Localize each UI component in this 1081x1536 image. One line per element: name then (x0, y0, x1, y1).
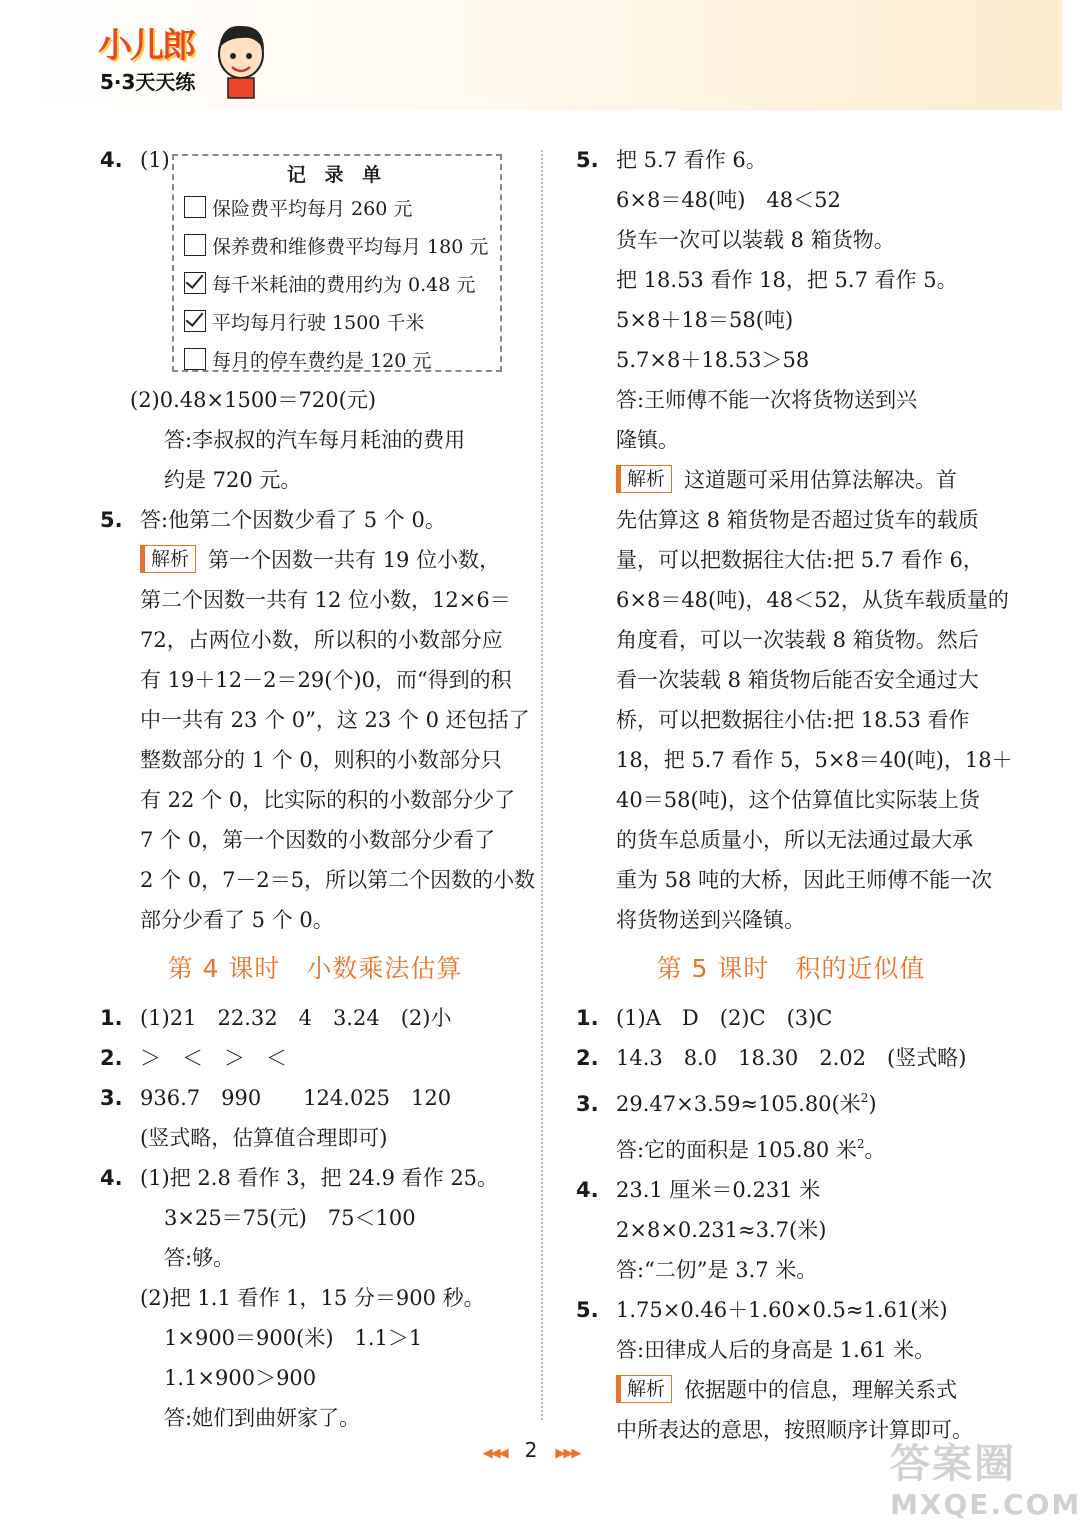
answer-line: 1×900＝900(米) 1.1＞1 (164, 1326, 423, 1350)
answer-line: (2)把 1.1 看作 1，15 分＝900 秒。 (140, 1286, 485, 1310)
q5-line (576, 140, 1006, 180)
record-item-text: 每千米耗油的费用约为 0.48 元 (212, 274, 476, 296)
s4-q2 (100, 1038, 530, 1078)
record-item-text: 保险费平均每月 260 元 (212, 198, 413, 220)
record-item-text: 每月的停车费约是 120 元 (212, 350, 432, 372)
question-number: 2. (100, 1046, 123, 1070)
s5-q1 (576, 998, 1006, 1038)
q5-answer-text: 答:他第二个因数少看了 5 个 0。 (140, 508, 446, 532)
answer-text: 把 5.7 看作 6。 (616, 148, 767, 172)
analysis-text: 依据题中的信息，理解关系式 (684, 1378, 958, 1402)
answer-line: 1.1×900＞900 (164, 1366, 317, 1390)
answer-line: 隆镇。 (616, 428, 679, 452)
right-column (576, 140, 1013, 1450)
column-divider (541, 150, 543, 1420)
analysis-line: 有 22 个 0，比实际的积的小数部分少了 (140, 788, 516, 812)
answer-line (576, 1124, 1006, 1170)
checkbox-checked-icon (184, 310, 206, 332)
question-number: 4. (576, 1178, 599, 1202)
record-sheet (172, 154, 502, 372)
answer-text: 14.3 8.0 18.30 2.02 (竖式略) (616, 1046, 967, 1070)
q4-answer-line: 约是 720 元。 (164, 468, 302, 492)
record-item (184, 266, 490, 304)
analysis-line: 40＝58(吨)，这个估算值比实际装上货 (616, 788, 980, 812)
q5-answer (100, 500, 530, 540)
analysis-line: 7 个 0，第一个因数的小数部分少看了 (140, 828, 496, 852)
left-column (100, 140, 536, 1438)
analysis-line: 先估算这 8 箱货物是否超过货车的载质 (616, 508, 979, 532)
analysis-line (576, 1370, 1006, 1410)
s4-q3 (100, 1078, 530, 1118)
analysis-line: 部分少看了 5 个 0。 (140, 908, 334, 932)
answer-text: (1)A D (2)C (3)C (616, 1006, 833, 1030)
record-item-text: 平均每月行驶 1500 千米 (212, 312, 425, 334)
s4-q4 (100, 1158, 530, 1198)
analysis-line: 量，可以把数据往大估:把 5.7 看作 6， (616, 548, 984, 572)
answer-text: 23.1 厘米＝0.231 米 (616, 1178, 821, 1202)
answer-line: 把 18.53 看作 18，把 5.7 看作 5。 (616, 268, 958, 292)
question-number: 5. (576, 1298, 599, 1322)
analysis-text: 这道题可采用估算法解决。首 (684, 468, 958, 492)
record-item-text: 保养费和维修费平均每月 180 元 (212, 236, 489, 258)
analysis-text: 第一个因数一共有 19 位小数， (208, 548, 501, 572)
site-watermark (890, 1440, 1081, 1530)
brand-logo (92, 18, 272, 98)
record-sheet-title: 记 录 单 (286, 164, 388, 186)
question-number: 2. (576, 1046, 599, 1070)
page-number: 2 (524, 1438, 538, 1462)
question-number: 1. (576, 1006, 599, 1030)
answer-text: ) (868, 1092, 877, 1116)
s5-q4 (576, 1170, 1006, 1210)
superscript: 2 (860, 1091, 869, 1105)
checkbox-icon (184, 234, 206, 256)
prev-arrows-icon: ◀◀◀ (482, 1446, 507, 1461)
answer-text: 29.47×3.59≈105.80(米 (616, 1092, 861, 1116)
q4-part1-label: (1) (140, 148, 170, 172)
answer-line: 答:“二仞”是 3.7 米。 (616, 1258, 818, 1282)
analysis-line: 6×8＝48(吨)，48＜52，从货车载质量的 (616, 588, 1009, 612)
analysis-line: 桥，可以把数据往小估:把 18.53 看作 (616, 708, 970, 732)
answer-line: 答:田律成人后的身高是 1.61 米。 (616, 1338, 936, 1362)
analysis-line: 中所表达的意思，按照顺序计算即可。 (616, 1418, 973, 1442)
answer-text: (1)把 2.8 看作 3，把 24.9 看作 25。 (140, 1166, 499, 1190)
answer-line: 2×8×0.231≈3.7(米) (616, 1218, 827, 1242)
analysis-line: 整数部分的 1 个 0，则积的小数部分只 (140, 748, 502, 772)
analysis-line: 重为 58 吨的大桥，因此王师傅不能一次 (616, 868, 993, 892)
q4-answer-line: 答:李叔叔的汽车每月耗油的费用 (164, 428, 466, 452)
question-number: 5. (100, 508, 123, 532)
superscript: 2 (856, 1137, 865, 1151)
record-item (184, 342, 490, 380)
answer-line: 5.7×8＋18.53＞58 (616, 348, 810, 372)
checkbox-icon (184, 196, 206, 218)
analysis-line: 角度看，可以一次装载 8 箱货物。然后 (616, 628, 979, 652)
analysis-tag: 解析 (616, 465, 672, 493)
q4-part2: (2)0.48×1500＝720(元) (130, 388, 377, 412)
answer-line: 答:王师傅不能一次将货物送到兴 (616, 388, 918, 412)
logo-title: 小儿郎 (98, 26, 194, 66)
record-item (184, 190, 490, 228)
answer-line: 答:够。 (164, 1246, 235, 1270)
answer-line: 3×25＝75(元) 75＜100 (164, 1206, 416, 1230)
s5-q2 (576, 1038, 1006, 1078)
checkbox-icon (184, 348, 206, 370)
answer-text: 1.75×0.46＋1.60×0.5≈1.61(米) (616, 1298, 948, 1322)
answer-text: 。 (864, 1138, 886, 1162)
analysis-line: 中一共有 23 个 0”，这 23 个 0 还包括了 (140, 708, 530, 732)
answer-text: 答:它的面积是 105.80 米 (616, 1138, 857, 1162)
s4-q1 (100, 998, 530, 1038)
analysis-tag: 解析 (140, 545, 196, 573)
q4-record-block (100, 140, 530, 380)
answer-text: (1)21 22.32 4 3.24 (2)小 (140, 1006, 452, 1030)
analysis-line: 2 个 0，7－2＝5，所以第二个因数的小数 (140, 868, 536, 892)
question-number: 4. (100, 1166, 123, 1190)
analysis-line: 看一次装载 8 箱货物后能否安全通过大 (616, 668, 979, 692)
question-number: 1. (100, 1006, 123, 1030)
s5-q3 (576, 1078, 1006, 1124)
analysis-line: 的货车总质量小，所以无法通过最大承 (616, 828, 973, 852)
analysis-line: 将货物送到兴隆镇。 (616, 908, 805, 932)
s4-q3-note: (竖式略，估算值合理即可) (140, 1126, 388, 1150)
next-arrows-icon: ▶▶▶ (555, 1446, 580, 1461)
analysis-line (576, 460, 1006, 500)
analysis-line: 第二个因数一共有 12 位小数，12×6＝ (140, 588, 511, 612)
mascot-icon (212, 20, 270, 100)
watermark-url: MXQE.COM (890, 1488, 1081, 1521)
answer-line: 6×8＝48(吨) 48＜52 (616, 188, 841, 212)
analysis-line: 有 19＋12－2＝29(个)0，而“得到的积 (140, 668, 512, 692)
analysis-line (100, 540, 530, 580)
answer-line: 货车一次可以装载 8 箱货物。 (616, 228, 895, 252)
section-title-lesson-5: 第 5 课时 积的近似值 (656, 954, 926, 983)
answer-text: 936.7 990 124.025 120 (140, 1086, 452, 1110)
answer-text: ＞ ＜ ＞ ＜ (140, 1046, 287, 1070)
analysis-tag: 解析 (616, 1375, 672, 1403)
s5-q5 (576, 1290, 1006, 1330)
record-item (184, 228, 490, 266)
watermark-logo: 答案圈 (890, 1441, 1016, 1487)
checkbox-checked-icon (184, 272, 206, 294)
question-number: 4. (100, 148, 123, 172)
page-header (0, 0, 1062, 110)
analysis-line: 72，占两位小数，所以积的小数部分应 (140, 628, 503, 652)
record-item (184, 304, 490, 342)
section-title-lesson-4: 第 4 课时 小数乘法估算 (167, 954, 463, 983)
question-number: 3. (576, 1092, 599, 1116)
answer-line: 答:她们到曲妍家了。 (164, 1406, 361, 1430)
answer-line: 5×8＋18＝58(吨) (616, 308, 794, 332)
question-number: 3. (100, 1086, 123, 1110)
logo-subtitle: 5·3天天练 (100, 70, 196, 94)
question-number: 5. (576, 148, 599, 172)
analysis-line: 18，把 5.7 看作 5，5×8＝40(吨)，18＋ (616, 748, 1013, 772)
